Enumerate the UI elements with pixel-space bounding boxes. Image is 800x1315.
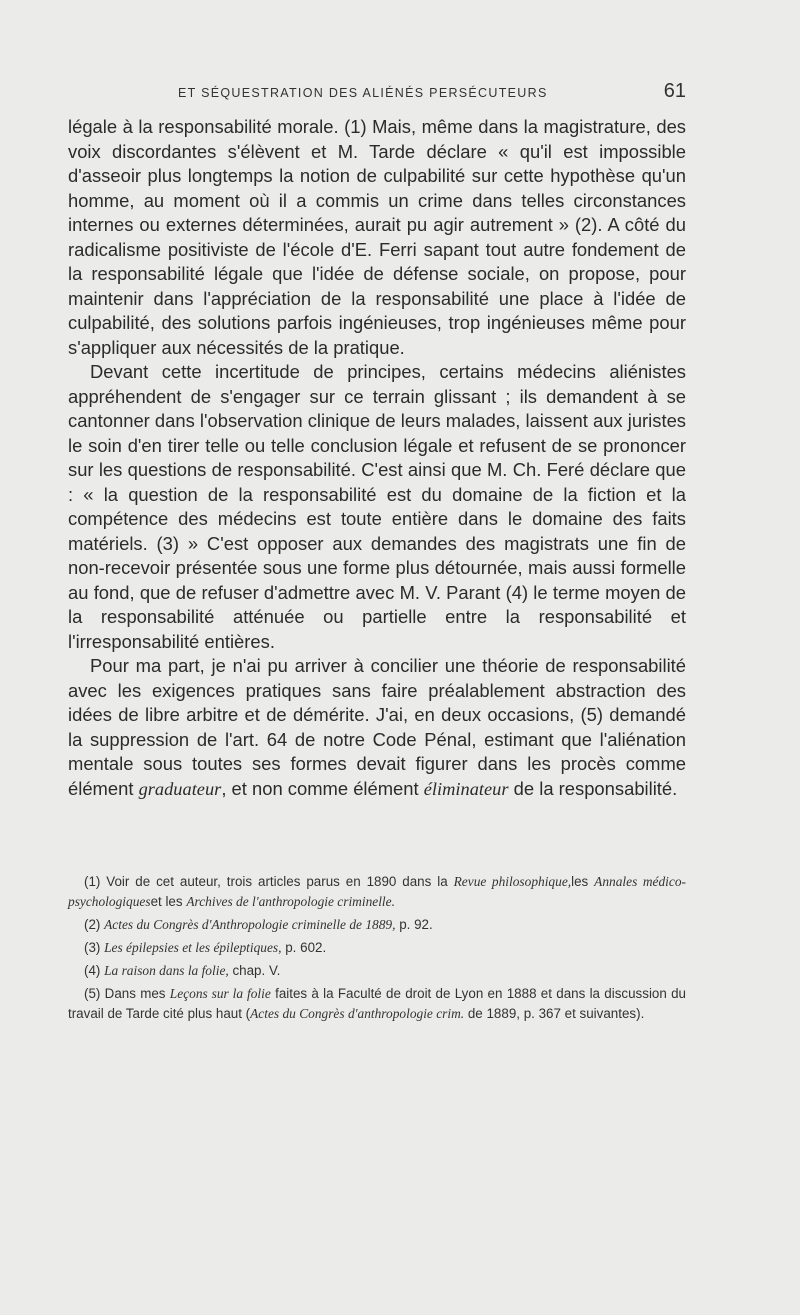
footnote-3 bbox=[68, 938, 686, 958]
page-header bbox=[68, 80, 686, 106]
paragraph-2: Devant cette incertitude de principes, certains médecins aliénistes appréhendent de s'engager sur ce terrain glissant ; ils demandent à se cantonner dans l'observation clinique de leurs malades, laissent aux juristes le soin d'en tirer telle ou telle conclusion légale et refusent de se prononcer sur les questions de responsabilité. C'est ainsi que M. Ch. Feré déclare que : « la question de la responsabilité est du domaine de la fiction et la compétence des médecins est toute entière dans le domaine des faits matériels. (3) » C'est opposer aux demandes des magistrats une fin de non-recevoir présentée sous une forme plus détournée, mais aussi formelle au fond, que de refuser d'admettre avec M. V. Parant (4) le terme moyen de la responsabilité atténuée ou partielle entre la responsabilité et l'irresponsabilité entières. bbox=[68, 361, 686, 652]
footnote-4 bbox=[68, 961, 686, 981]
body-text bbox=[68, 115, 686, 801]
footnote-5-italic-actes: Actes du Congrès d'anthropologie crim. bbox=[250, 1005, 465, 1021]
footnote-4-marker: (4) bbox=[84, 962, 101, 978]
footnote-5-text: (5) Dans mes bbox=[84, 985, 166, 1001]
footnote-1-text-b: les bbox=[571, 874, 589, 889]
paragraph-3-italic-graduateur: graduateur bbox=[138, 778, 222, 799]
paragraph-3-text-b: , et non comme élément bbox=[221, 777, 419, 799]
footnote-2-italic: Actes du Congrès d'Anthropologie criminelle de 1889, bbox=[104, 916, 396, 932]
footnote-4-italic: La raison dans la folie, bbox=[104, 962, 229, 978]
footnote-3-marker: (3) bbox=[84, 939, 101, 955]
footnote-1-italic-archives: Archives de l'anthropologie criminelle. bbox=[186, 893, 395, 909]
footnote-1-italic-annales: Annales médico-psychologiques bbox=[68, 874, 686, 909]
paragraph-3-text-a: Pour ma part, je n'ai pu arriver à concilier une théorie de responsabilité avec les exigences pratiques sans faire préalablement abstraction des idées de libre arbitre et de démérite. J'ai, en deux occasions, (5) demandé la suppression de l'art. 64 de notre Code Pénal, estimant que l'aliénation mentale sous toutes ses formes devait figurer dans les procès comme élément bbox=[68, 655, 686, 799]
footnote-3-italic: Les épilepsies et les épileptiques, bbox=[104, 939, 282, 955]
paragraph-1: légale à la responsabilité morale. (1) Mais, même dans la magistrature, des voix discordantes s'élèvent et M. Tarde déclare « qu'il est impossible d'asseoir plus longtemps la notion de culpabilité sur cette hypothèse qu'un homme, au moment où il a commis un crime dans telles circonstances internes ou externes déterminées, aurait pu agir autrement » (2). A côté du radicalisme positiviste de l'école d'E. Ferri sapant tout autre fondement de la responsabilité légale que l'idée de défense sociale, on propose, pour maintenir dans l'appréciation de la responsabilité une place à l'idée de culpabilité, des solutions parfois ingénieuses, trop ingénieuses même pour s'appliquer aux nécessités de la pratique. bbox=[68, 116, 686, 358]
footnote-1-italic-revue: Revue philosophique, bbox=[453, 874, 572, 889]
paragraph-3-text-c: de la responsabilité. bbox=[513, 777, 678, 799]
footnote-2 bbox=[68, 915, 686, 935]
footnote-5-italic-lecons: Leçons sur la folie bbox=[169, 985, 271, 1001]
footnote-5 bbox=[68, 984, 686, 1023]
footnote-2-marker: (2) bbox=[84, 916, 101, 932]
paragraph-3-italic-eliminateur: éliminateur bbox=[423, 778, 509, 799]
footnote-3-page: p. 602. bbox=[285, 939, 327, 955]
footnote-1 bbox=[68, 872, 686, 911]
page-number: 61 bbox=[663, 80, 686, 102]
footnote-1-text: (1) Voir de cet auteur, trois articles parus en 1890 dans la bbox=[84, 874, 448, 889]
footnote-1-text-c: et les bbox=[150, 893, 183, 909]
running-title: ET SÉQUESTRATION DES ALIÉNÉS PERSÉCUTEURS bbox=[178, 86, 548, 100]
footnote-2-page: p. 92. bbox=[399, 916, 433, 932]
paragraph-3 bbox=[68, 654, 686, 801]
footnotes bbox=[68, 872, 686, 1027]
footnote-5-text-b: faites à la Faculté de droit de Lyon en 1888 et dans la discussion du travail de Tarde cité plus haut ( bbox=[68, 985, 686, 1021]
footnote-4-chapter: chap. V. bbox=[232, 962, 281, 978]
footnote-5-text-c: de 1889, p. 367 et suivantes). bbox=[467, 1005, 645, 1021]
